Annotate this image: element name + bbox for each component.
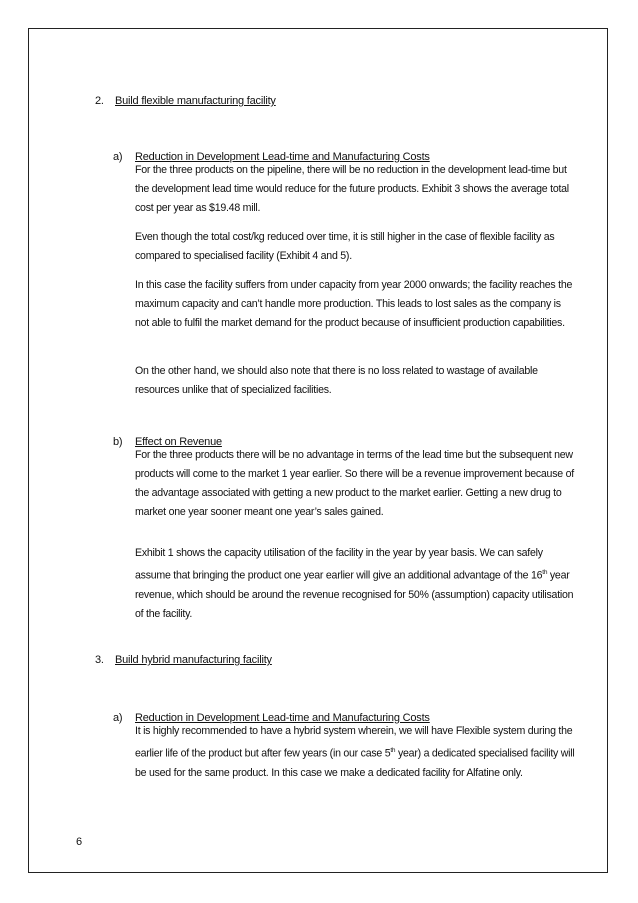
paragraph (135, 722, 575, 783)
section-number: 2. (95, 95, 104, 107)
page-number: 6 (76, 836, 83, 848)
section-heading-2 (95, 95, 276, 107)
superscript: th (390, 747, 396, 754)
paragraph: In this case the facility suffers from under capacity from year 2000 onwards; the facility reaches the maximum capacity and can’t handle more production. This leads to lost sales as the company is not able to fulfil the market demand for the product because of insufficient production capabilities. (135, 279, 573, 329)
subsection-letter: b) (113, 436, 123, 448)
paragraph-text: year revenue, which should be around the revenue recognised for 50% (assumption) capacity utilisation of the facility. (135, 569, 574, 620)
paragraph-text: Exhibit 1 shows the capacity utilisation of the facility in the year by year basis. We can safely assume that bringing the product one year earlier will give an additional advantage of the 16 (135, 547, 543, 582)
paragraph-text: It is highly recommended to have a hybrid system wherein, we will have Flexible system during the earlier life of the product but after few years (in our case 5 (135, 725, 573, 760)
subsection-letter: a) (113, 712, 123, 724)
section-heading-3 (95, 654, 272, 666)
paragraph (135, 544, 575, 624)
paragraph: For the three products there will be no advantage in terms of the lead time but the subsequent new products will come to the market 1 year earlier. So there will be a revenue improvement because of the advantage associated with getting a new product to the market earlier. Getting a new drug to market one year sooner meant one year’s sales gained. (135, 449, 574, 518)
subsection-title: Effect on Revenue (135, 436, 222, 448)
paragraph-text: year) a dedicated specialised facility will be used for the same product. In this case we make a dedicated facility for Alfatine only. (135, 747, 575, 779)
section-title: Build hybrid manufacturing facility (115, 654, 272, 666)
subsection-title: Reduction in Development Lead-time and Manufacturing Costs (135, 151, 430, 163)
paragraph: Even though the total cost/kg reduced over time, it is still higher in the case of flexible facility as compared to specialised facility (Exhibit 4 and 5). (135, 231, 555, 262)
subsection-title: Reduction in Development Lead-time and Manufacturing Costs (135, 712, 430, 724)
subsection-letter: a) (113, 151, 123, 163)
paragraph: For the three products on the pipeline, there will be no reduction in the development lead-time but the development lead time would reduce for the future products. Exhibit 3 shows the average total cost per year as $19.48 mill. (135, 164, 569, 214)
superscript: th (542, 569, 548, 576)
section-number: 3. (95, 654, 104, 666)
paragraph: On the other hand, we should also note that there is no loss related to wastage of available resources unlike that of specialized facilities. (135, 365, 538, 396)
section-title: Build flexible manufacturing facility (115, 95, 276, 107)
